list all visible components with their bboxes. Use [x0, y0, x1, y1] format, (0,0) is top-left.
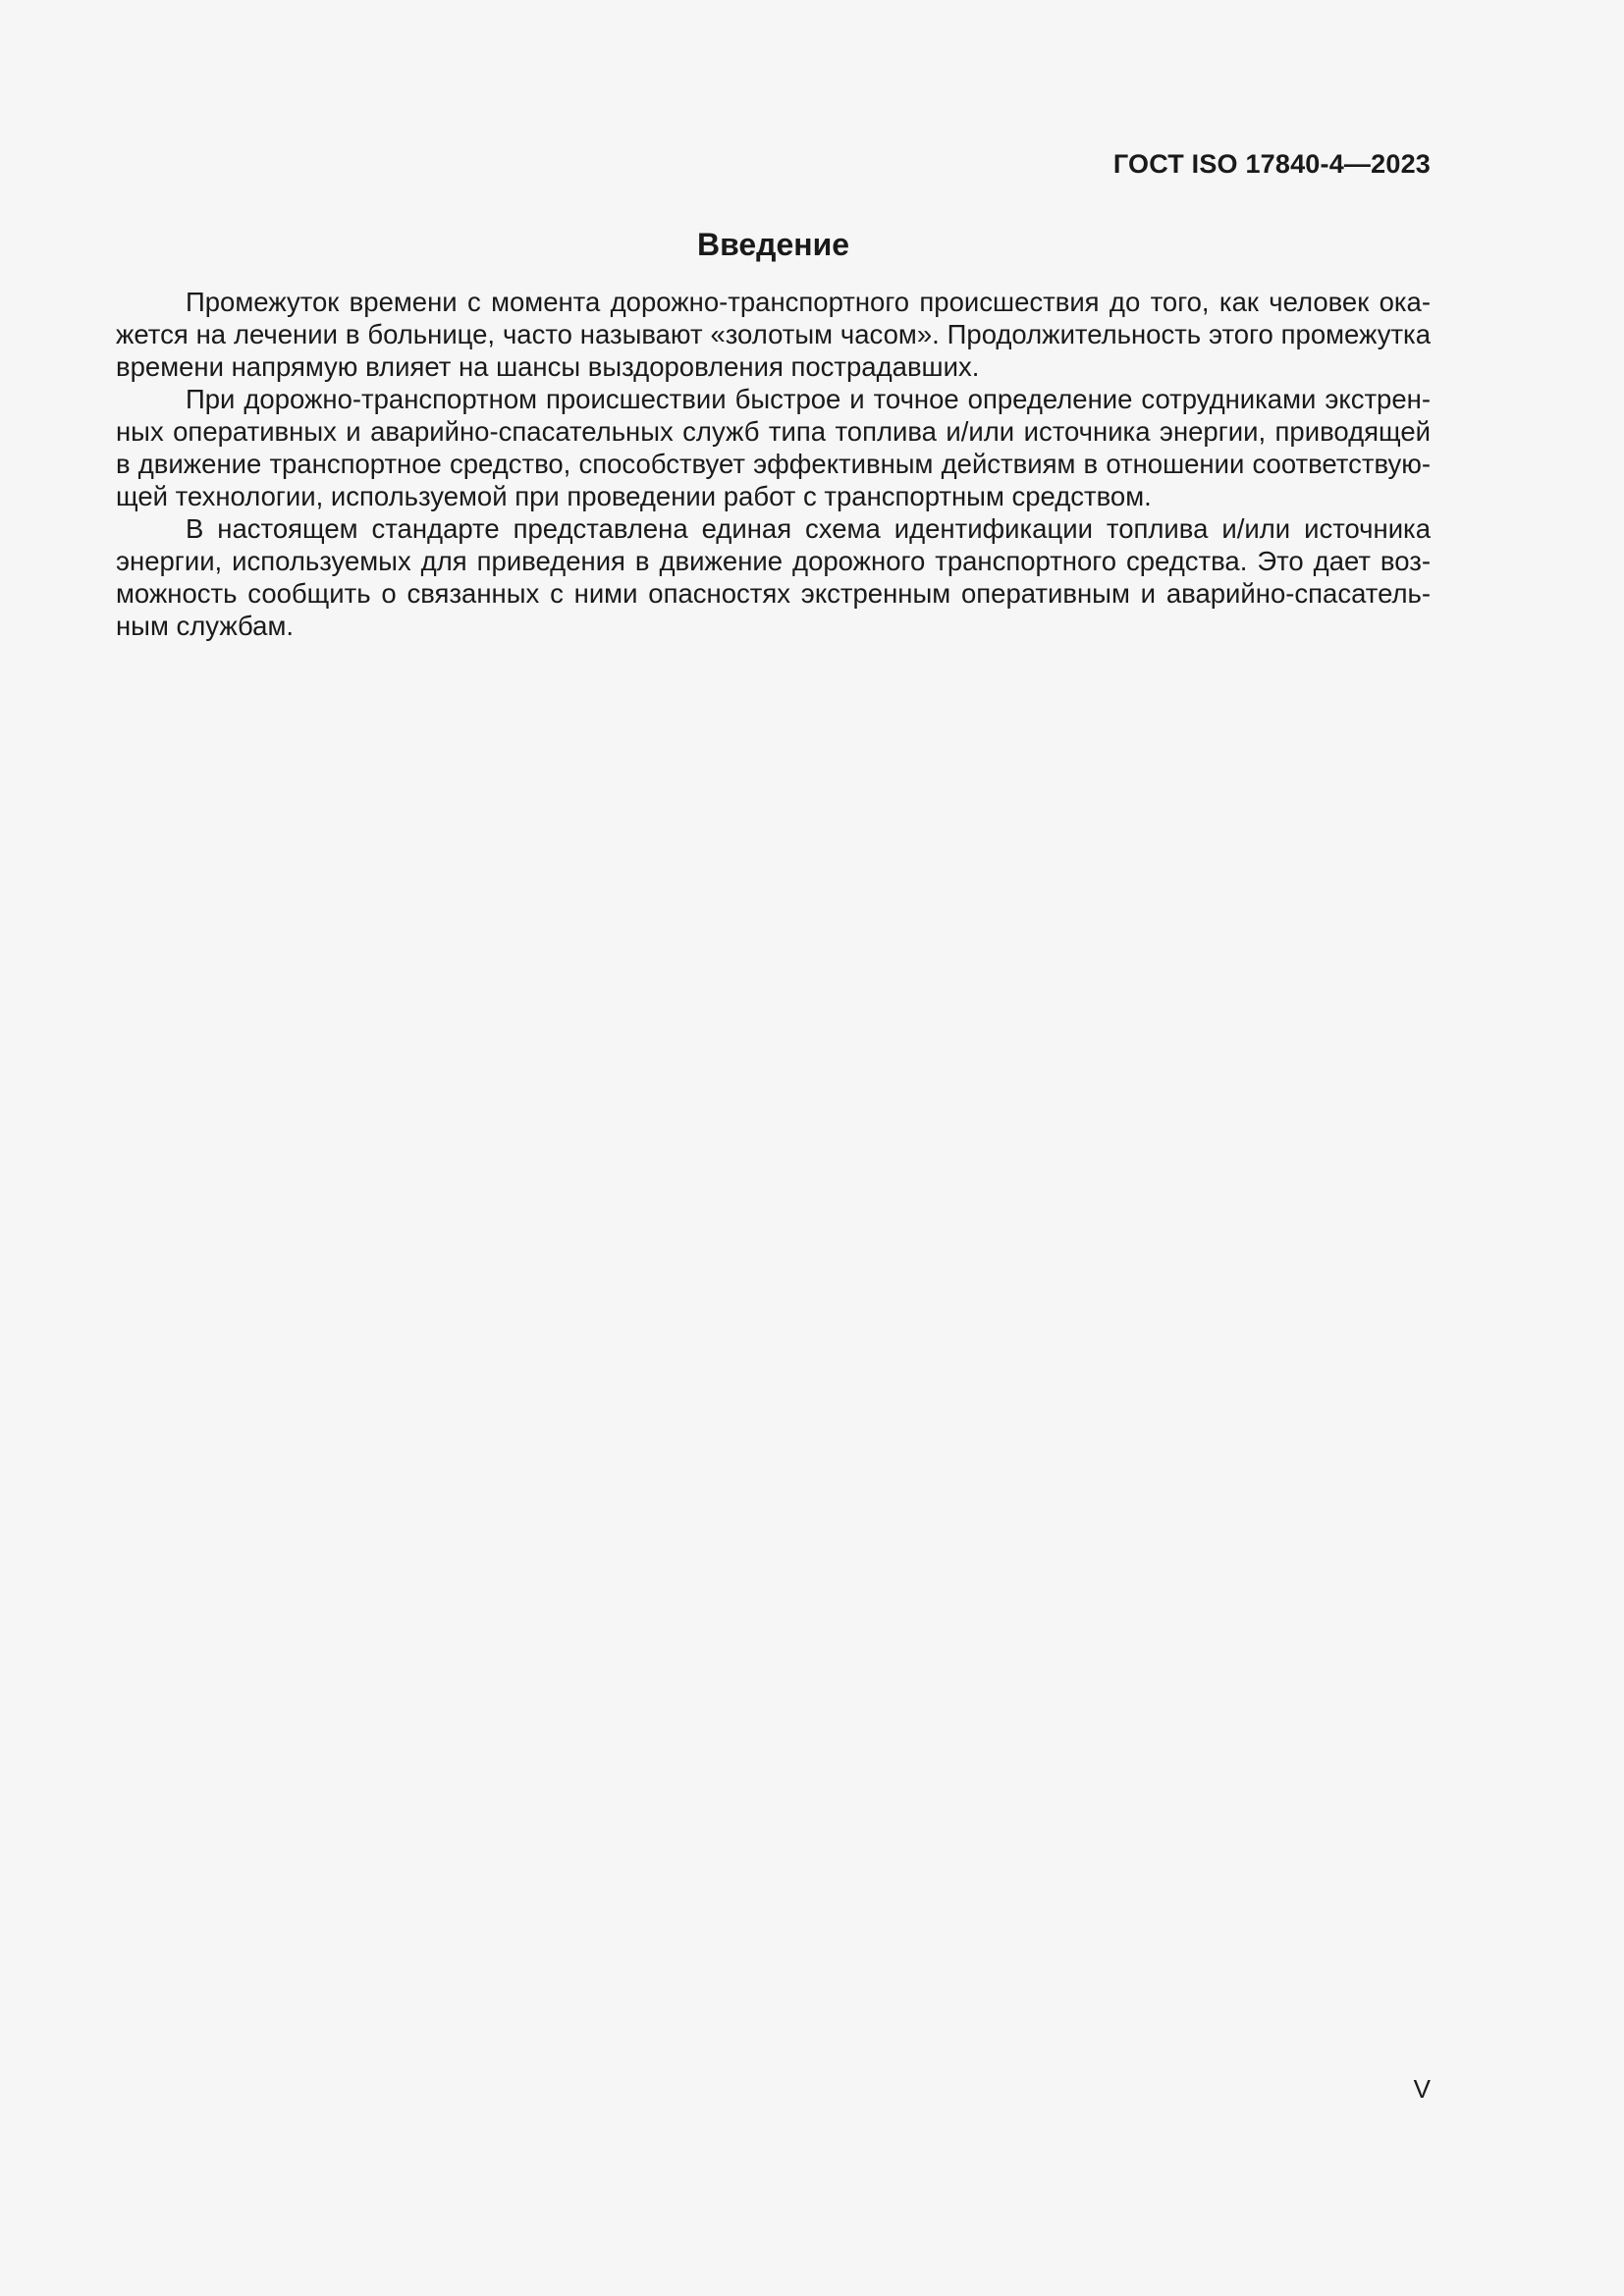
- page-number: V: [1413, 2074, 1431, 2104]
- section-body: [116, 286, 1431, 642]
- document-code: ГОСТ ISO 17840-4—2023: [1112, 149, 1431, 179]
- section-title: Введение: [696, 227, 850, 262]
- paragraph: В настоящем стандарте представлена единая схема идентификации топлива и/или источника энергии, используемых для приведения в движение дорожного транспортного средства. Это дает возможность сообщить о связанных с ними опасностях экстренным оперативным и аварийно-спасательным службам.: [116, 513, 1431, 641]
- paragraph: При дорожно-транспортном происшествии быстрое и точное определение сотрудниками экстренных оперативных и аварийно-спасательных служб типа топлива и/или источника энергии, приводящей в движение транспортное средство, способствует эффективным действиям в отношении соответствующей технологии, используемой при проведении работ с транспортным средством.: [116, 384, 1431, 511]
- paragraph: Промежуток времени с момента дорожно-транспортного происшествия до того, как человек окажется на лечении в больнице, часто называют «золотым часом». Продолжительность этого промежутка времени напрямую влияет на шансы выздоровления пострадавших.: [116, 287, 1431, 382]
